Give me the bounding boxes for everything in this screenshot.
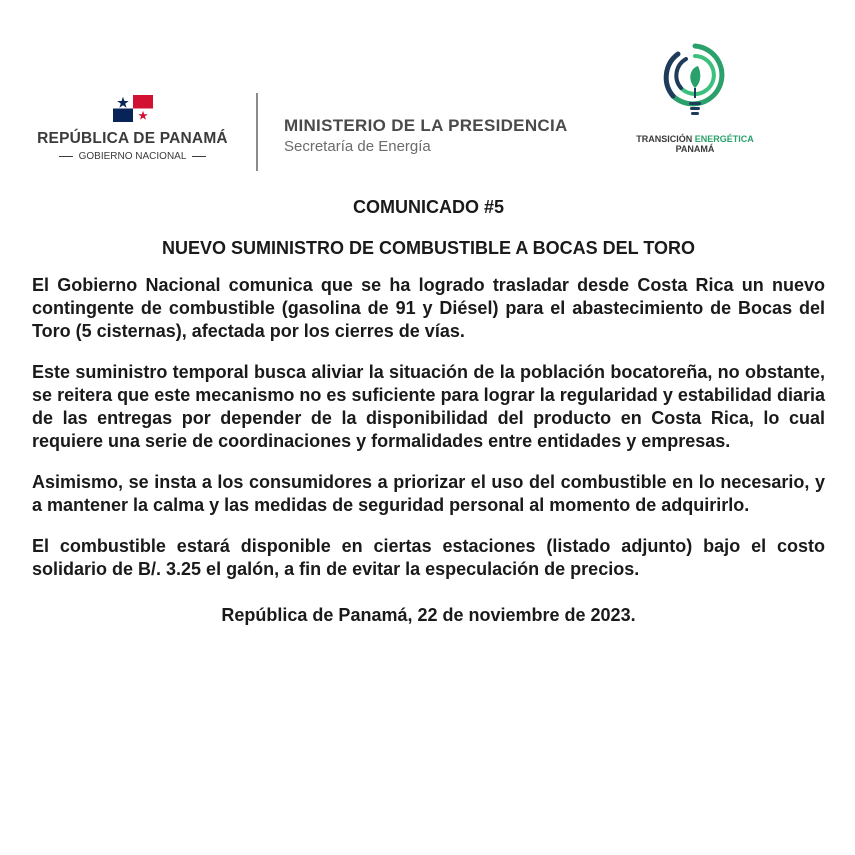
ministry-block [284, 116, 568, 155]
decorative-line [59, 156, 73, 157]
panama-flag-icon [113, 95, 153, 122]
government-subtitle-text: GOBIERNO NACIONAL [78, 151, 187, 162]
government-subtitle [30, 151, 235, 162]
government-name: REPÚBLICA DE PANAMÁ [37, 130, 228, 147]
paragraph-2: Este suministro temporal busca aliviar la situación de la población bocatoreña, no obstante, se reitera que este mecanismo no es suficiente para lograr la regularidad y estabilidad diaria de las entregas por depender de la disponibilidad del producto en Costa Rica, lo cual requiere una serie de coordinaciones y formalidades entre entidades y empresas. [32, 362, 825, 451]
ministry-subtitle: Secretaría de Energía [284, 138, 431, 155]
energy-name-part1: TRANSICIÓN [636, 134, 693, 144]
energy-program-country: PANAMÁ [675, 144, 715, 154]
communique-title: COMUNICADO #5 [352, 197, 504, 217]
letterhead [0, 0, 855, 185]
energy-program-name [620, 134, 770, 144]
paragraph-1: El Gobierno Nacional comunica que se ha logrado trasladar desde Costa Rica un nuevo contingente de combustible (gasolina de 91 y Diésel) para el abastecimiento de Bocas del Toro (5 cisternas), afectada por los cierres de vías. [32, 275, 825, 341]
energy-name-part2: ENERGÉTICA [694, 134, 754, 144]
communique-body [32, 196, 825, 626]
header-divider [256, 93, 258, 171]
place-date-line: República de Panamá, 22 de noviembre de 2023. [221, 605, 636, 625]
paragraph-3: Asimismo, se insta a los consumidores a priorizar el uso del combustible en lo necesario, y a mantener la calma y las medidas de seguridad personal al momento de adquirirlo. [32, 472, 825, 515]
energy-transition-logo [620, 40, 770, 154]
communique-subtitle: NUEVO SUMINISTRO DE COMBUSTIBLE A BOCAS DEL TORO [161, 238, 696, 258]
paragraph-4: El combustible estará disponible en ciertas estaciones (listado adjunto) bajo el costo solidario de B/. 3.25 el galón, a fin de evitar la especulación de precios. [32, 536, 825, 579]
ministry-name: MINISTERIO DE LA PRESIDENCIA [284, 116, 568, 135]
lightbulb-leaf-icon [660, 40, 730, 130]
decorative-line [192, 156, 206, 157]
government-logo [30, 95, 235, 162]
